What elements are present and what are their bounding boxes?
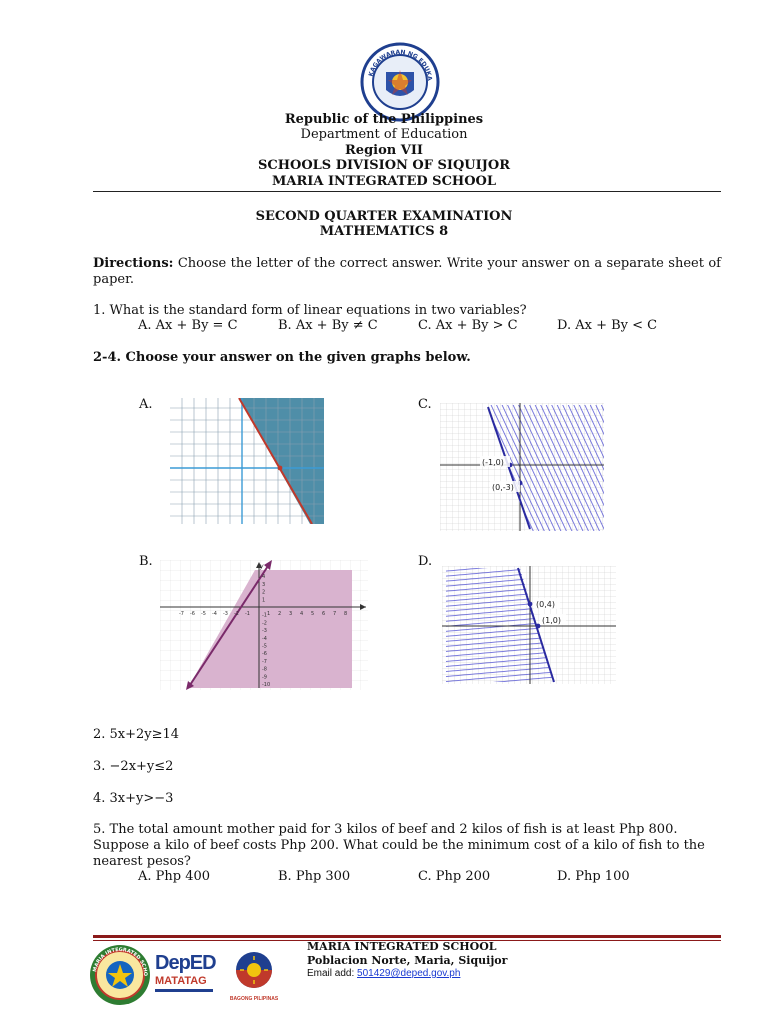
bagong-logo-text: BAGONG PILIPINAS — [229, 996, 279, 1002]
header-department: Department of Education — [300, 127, 468, 142]
q1-option-a: A. Ax + By = C — [138, 318, 238, 333]
q3-item: 3. −2x+y≤2 — [93, 759, 174, 774]
school-seal — [89, 944, 151, 1006]
graph-b-ytick: -10 — [262, 682, 271, 688]
graph-b-ytick: 4 — [262, 574, 266, 581]
header-region: Region VII — [345, 143, 423, 158]
header-division: SCHOOLS DIVISION OF SIQUIJOR — [257, 158, 510, 173]
graph-c-point-1: (-1,0) — [482, 458, 504, 467]
graph-b-xtick: 8 — [344, 611, 348, 617]
q1-option-d: D. Ax + By < C — [557, 318, 658, 333]
graph-c-point-2: (0,-3) — [492, 483, 514, 492]
graph-b-ytick: -9 — [262, 674, 267, 681]
graph-b-xtick: -1 — [245, 611, 250, 617]
graph-b-xtick: -3 — [223, 611, 228, 617]
graph-b-ytick: -6 — [262, 651, 267, 658]
graph-b-ytick: -5 — [262, 643, 267, 650]
graph-b-ytick: -4 — [262, 635, 267, 642]
graph-b-ytick: -3 — [262, 628, 267, 635]
graph-a-label: A. — [139, 397, 153, 412]
header-republic: Republic of the Philippines — [284, 112, 484, 127]
q1-option-b: B. Ax + By ≠ C — [278, 318, 378, 333]
bagong-pilipinas-logo — [226, 948, 282, 1000]
graph-d-label: D. — [418, 554, 433, 569]
footer-email-link[interactable]: 501429@deped.gov.ph — [357, 968, 461, 979]
footer-email — [307, 968, 460, 979]
directions — [93, 256, 721, 288]
graph-b-ytick: 1 — [262, 597, 266, 604]
graph-b-xtick: 2 — [278, 611, 282, 617]
graph-b-xtick: 6 — [322, 611, 326, 617]
q4-item: 4. 3x+y>−3 — [93, 791, 174, 806]
graph-b-xtick: -5 — [201, 611, 206, 617]
svg-text:y: y — [260, 563, 264, 570]
directions-text: Choose the letter of the correct answer. Write your answer on a separate sheet of paper. — [93, 256, 721, 287]
graph-b-ytick: -7 — [262, 658, 267, 665]
graph-b-ytick: 3 — [262, 581, 266, 588]
graph-b-xtick: 3 — [289, 611, 293, 617]
footer-school: MARIA INTEGRATED SCHOOL — [307, 940, 497, 953]
q5-question: 5. The total amount mother paid for 3 kilos of beef and 2 kilos of fish is at least Php 800. Suppose a kilo of beef costs Php 200. What could be the minimum cost of a kilo of fish to the nearest pesos? — [93, 822, 705, 869]
exam-title: SECOND QUARTER EXAMINATION — [255, 209, 513, 224]
seal-text: KAGAWARAN NG EDUKA — [367, 48, 434, 82]
graph-b-xtick: -4 — [212, 611, 217, 617]
directions-label: Directions: — [93, 256, 174, 271]
graph-b-label: B. — [139, 554, 153, 569]
footer-rule — [93, 935, 721, 938]
graph-b-ytick: -8 — [262, 666, 267, 673]
deped-seal — [360, 42, 440, 122]
seal2-text: MARIA INTEGRATED SCHO — [92, 946, 149, 977]
graphs-instruction: 2-4. Choose your answer on the given graphs below. — [93, 350, 471, 365]
graph-b-xtick: -7 — [179, 611, 184, 617]
graph-b-xtick: 1 — [267, 611, 271, 617]
graph-b — [160, 560, 368, 690]
graph-b-xtick: 4 — [300, 611, 304, 617]
graph-b-ytick: -2 — [262, 620, 267, 627]
q1-question: 1. What is the standard form of linear equations in two variables? — [93, 303, 527, 318]
graph-c-label: C. — [418, 397, 432, 412]
header-school: MARIA INTEGRATED SCHOOL — [272, 174, 496, 189]
matatag-logo-text: MATATAG — [155, 975, 207, 987]
deped-matatag-logo — [155, 952, 221, 998]
q5-option-a: A. Php 400 — [138, 869, 211, 884]
footer-address: Poblacion Norte, Maria, Siquijor — [307, 954, 508, 967]
graph-c — [440, 403, 604, 531]
deped-logo-text: DepED — [155, 952, 216, 974]
graph-b-xtick: 7 — [333, 611, 337, 617]
graph-b-ytick: -1 — [262, 612, 267, 619]
graph-b-ytick: 2 — [262, 589, 266, 596]
graph-d-point-1: (0,4) — [536, 600, 555, 609]
q1-option-c: C. Ax + By > C — [418, 318, 518, 333]
graph-b-xtick: -2 — [234, 611, 239, 617]
q2-item: 2. 5x+2y≥14 — [93, 727, 180, 742]
graph-b-xtick: -6 — [190, 611, 195, 617]
q5-option-c: C. Php 200 — [418, 869, 491, 884]
header-divider — [93, 191, 721, 192]
footer-email-label: Email add: — [307, 968, 358, 979]
graph-d — [442, 566, 616, 684]
q5-option-d: D. Php 100 — [557, 869, 630, 884]
graph-d-point-2: (1,0) — [542, 616, 561, 625]
graph-b-xtick: 5 — [311, 611, 315, 617]
q5-option-b: B. Php 300 — [278, 869, 351, 884]
exam-subject: MATHEMATICS 8 — [319, 224, 449, 239]
graph-a — [170, 398, 324, 524]
